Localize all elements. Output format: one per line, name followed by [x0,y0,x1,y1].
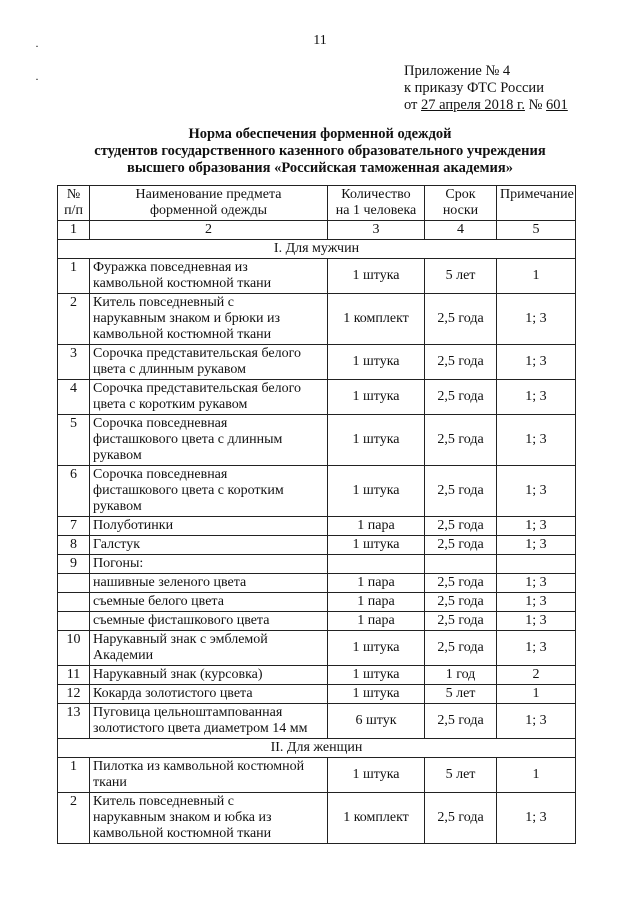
item-quantity: 1 штука [328,259,425,294]
item-name-line: Китель повседневный с [93,794,235,809]
section-header-row [58,240,576,259]
item-wear-term: 2,5 года [425,345,497,380]
item-number: 9 [58,555,90,574]
item-name [90,793,328,844]
item-quantity [328,555,425,574]
table-row [58,517,576,536]
item-name [90,380,328,415]
item-name-line: нарукавным знаком и юбка из [93,810,272,825]
item-quantity: 1 штука [328,415,425,466]
section-title: II. Для женщин [58,739,576,758]
scan-mark: · [35,39,39,53]
item-number: 1 [58,259,90,294]
page-number: 11 [313,33,327,48]
item-note: 1; 3 [497,574,576,593]
header-note: Примечание [497,186,576,221]
item-name-line: рукавом [93,448,142,463]
item-wear-term: 2,5 года [425,536,497,555]
item-wear-term: 2,5 года [425,704,497,739]
item-name-line: Сорочка представительская белого [93,346,301,361]
item-number: 8 [58,536,90,555]
item-quantity: 1 штука [328,631,425,666]
item-note: 1; 3 [497,466,576,517]
item-number: 10 [58,631,90,666]
item-note [497,555,576,574]
item-name-line: камвольной костюмной ткани [93,826,272,841]
item-number: 13 [58,704,90,739]
col-number: 2 [90,221,328,240]
scan-mark: · [35,72,39,86]
appendix-line: Приложение № 4 [404,63,511,79]
item-name [90,631,328,666]
table-row [58,536,576,555]
item-name [90,259,328,294]
table-row [58,704,576,739]
item-name-line: рукавом [93,499,142,514]
item-quantity: 1 пара [328,593,425,612]
table-row [58,612,576,631]
item-name-line: Галстук [93,537,141,552]
item-number: 6 [58,466,90,517]
item-name-line: Сорочка представительская белого [93,381,301,396]
table-row [58,593,576,612]
header-num: № п/п [58,186,90,221]
item-quantity: 1 пара [328,517,425,536]
item-name [90,466,328,517]
item-name-line: Фуражка повседневная из [93,260,248,275]
table-row [58,758,576,793]
col-number: 3 [328,221,425,240]
item-quantity: 1 комплект [328,793,425,844]
col-number: 5 [497,221,576,240]
header-qty: Количество на 1 человека [328,186,425,221]
item-name-line: нарукавным знаком и брюки из [93,311,281,326]
table-row [58,685,576,704]
item-name [90,415,328,466]
title-line: студентов государственного казенного образовательного учреждения [94,143,546,159]
item-name [90,555,328,574]
item-name [90,517,328,536]
item-quantity: 1 штука [328,466,425,517]
item-name-line: Пилотка из камвольной костюмной [93,759,305,774]
item-name-line: ткани [93,775,127,790]
item-wear-term: 5 лет [425,758,497,793]
item-wear-term: 2,5 года [425,466,497,517]
item-number: 12 [58,685,90,704]
table-row [58,380,576,415]
header-term: Срок носки [425,186,497,221]
item-wear-term: 2,5 года [425,612,497,631]
table-row [58,466,576,517]
item-name [90,294,328,345]
item-note: 1; 3 [497,612,576,631]
item-name-line: цвета с коротким рукавом [93,397,248,412]
item-quantity: 1 штука [328,380,425,415]
title-line: Норма обеспечения форменной одеждой [188,126,452,142]
item-note: 1; 3 [497,415,576,466]
item-wear-term: 2,5 года [425,593,497,612]
item-name-line: цвета с длинным рукавом [93,362,247,377]
col-number: 1 [58,221,90,240]
appendix-order-line: от 27 апреля 2018 г. № 601 [404,97,568,113]
item-name [90,666,328,685]
appendix-block [404,63,568,114]
header-name: Наименование предмета форменной одежды [90,186,328,221]
item-number: 5 [58,415,90,466]
column-number-row [58,221,576,240]
item-name-line: съемные белого цвета [93,594,224,609]
item-note: 2 [497,666,576,685]
table-row [58,294,576,345]
item-name-line: Академии [93,648,154,663]
item-name-line: Нарукавный знак с эмблемой [93,632,268,647]
section-title: I. Для мужчин [58,240,576,259]
item-note: 1 [497,259,576,294]
item-note: 1; 3 [497,294,576,345]
col-number: 4 [425,221,497,240]
item-number [58,574,90,593]
item-quantity: 1 штука [328,758,425,793]
item-wear-term: 5 лет [425,259,497,294]
item-number: 2 [58,793,90,844]
item-name-line: Полуботинки [93,518,174,533]
item-name-line: Погоны: [93,556,144,571]
item-wear-term: 2,5 года [425,574,497,593]
item-name-line: камвольной костюмной ткани [93,327,272,342]
table-row [58,415,576,466]
item-name-line: камвольной костюмной ткани [93,276,272,291]
item-wear-term: 2,5 года [425,380,497,415]
section-header-row [58,739,576,758]
header-row [58,186,576,221]
item-number: 1 [58,758,90,793]
item-number: 11 [58,666,90,685]
item-name [90,574,328,593]
item-name-line: фисташкового цвета с длинным [93,432,283,447]
item-quantity: 1 штука [328,536,425,555]
item-wear-term: 2,5 года [425,517,497,536]
item-wear-term: 2,5 года [425,294,497,345]
item-note: 1; 3 [497,593,576,612]
item-number: 7 [58,517,90,536]
item-quantity: 1 комплект [328,294,425,345]
table-row [58,555,576,574]
item-quantity: 1 штука [328,666,425,685]
item-wear-term: 2,5 года [425,793,497,844]
item-quantity: 1 пара [328,574,425,593]
title-line: высшего образования «Российская таможенная академия» [127,160,513,176]
item-quantity: 1 пара [328,612,425,631]
item-name-line: Пуговица цельноштампованная [93,705,283,720]
table-row [58,259,576,294]
item-note: 1 [497,758,576,793]
table-row [58,574,576,593]
item-note: 1; 3 [497,793,576,844]
order-number: 601 [546,97,568,113]
item-name-line: Нарукавный знак (курсовка) [93,667,263,682]
item-wear-term: 1 год [425,666,497,685]
item-note: 1; 3 [497,631,576,666]
item-name-line: Кокарда золотистого цвета [93,686,253,701]
item-note: 1; 3 [497,380,576,415]
item-name-line: съемные фисташкового цвета [93,613,270,628]
item-name-line: золотистого цвета диаметром 14 мм [93,721,308,736]
item-wear-term: 2,5 года [425,631,497,666]
item-note: 1; 3 [497,345,576,380]
item-number [58,593,90,612]
item-name-line: нашивные зеленого цвета [93,575,247,590]
table-row [58,793,576,844]
item-number: 4 [58,380,90,415]
appendix-line: к приказу ФТС России [404,80,544,96]
item-name [90,758,328,793]
item-number [58,612,90,631]
table-row [58,345,576,380]
item-name-line: Сорочка повседневная [93,416,228,431]
item-name [90,593,328,612]
item-name-line: фисташкового цвета с коротким [93,483,284,498]
item-quantity: 1 штука [328,685,425,704]
item-name [90,345,328,380]
item-name [90,612,328,631]
table-row [58,631,576,666]
item-wear-term: 2,5 года [425,415,497,466]
document-title [0,126,640,177]
item-quantity: 6 штук [328,704,425,739]
uniform-norm-table [57,185,576,844]
item-quantity: 1 штука [328,345,425,380]
item-note: 1 [497,685,576,704]
item-wear-term: 5 лет [425,685,497,704]
item-number: 3 [58,345,90,380]
item-note: 1; 3 [497,517,576,536]
item-name-line: Сорочка повседневная [93,467,228,482]
table-body [58,186,576,844]
item-note: 1; 3 [497,704,576,739]
item-number: 2 [58,294,90,345]
order-date: 27 апреля 2018 г. [421,97,525,113]
item-wear-term [425,555,497,574]
item-name [90,685,328,704]
table-row [58,666,576,685]
item-name [90,704,328,739]
item-name-line: Китель повседневный с [93,295,235,310]
item-note: 1; 3 [497,536,576,555]
item-name [90,536,328,555]
